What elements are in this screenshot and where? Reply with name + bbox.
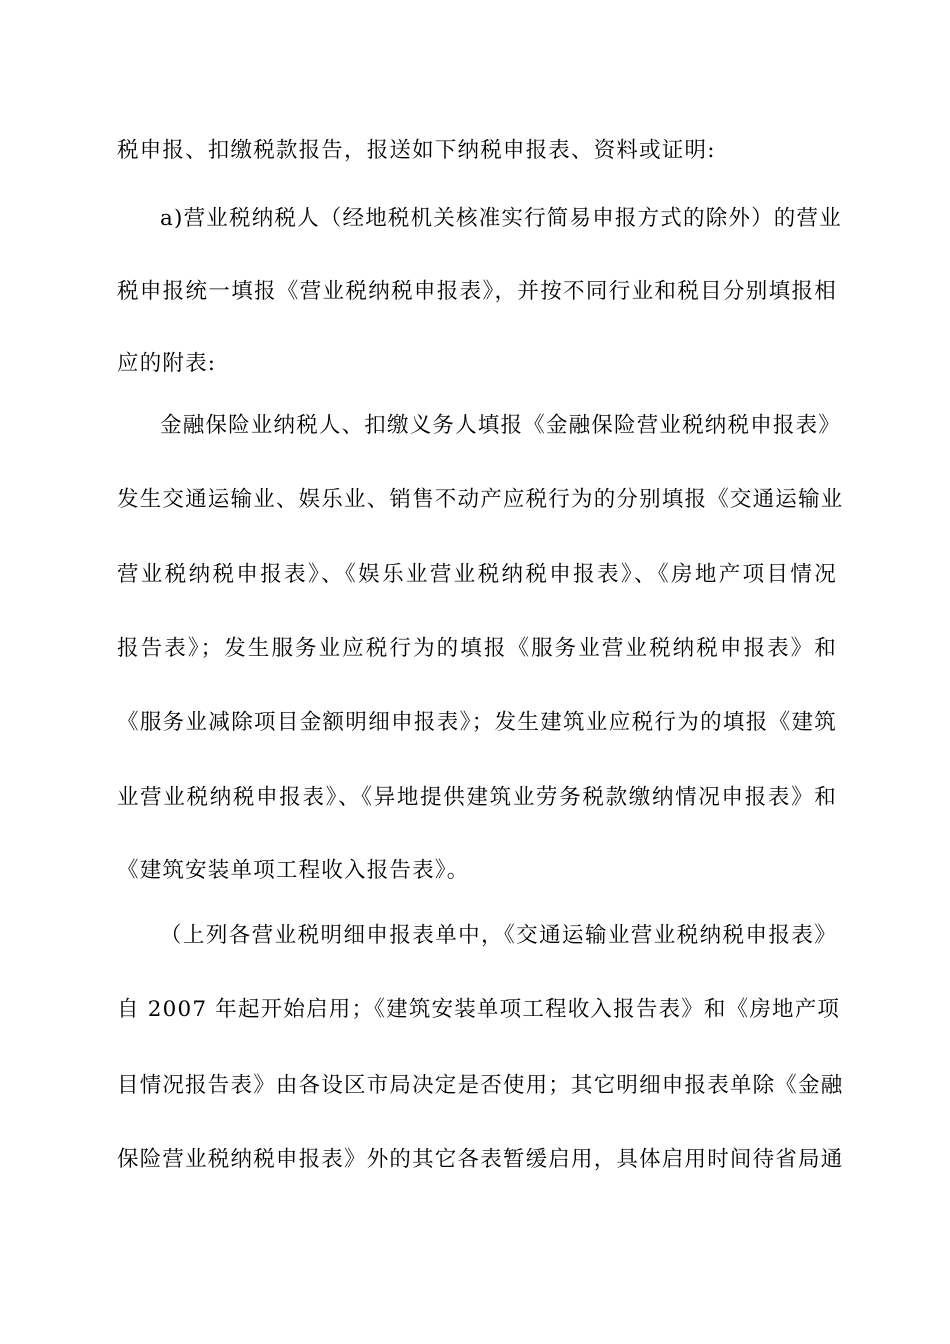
- text-line-1: 税申报、扣缴税款报告，报送如下纳税申报表、资料或证明:: [117, 138, 716, 163]
- text-line-14: 目情况报告表》由各设区市局决定是否使用；其它明细申报表单除《金融: [117, 1073, 844, 1098]
- text-line-4: 应的附表:: [117, 351, 217, 376]
- text-line-2: a)营业税纳税人（经地税机关核准实行简易申报方式的除外）的营业: [160, 206, 842, 231]
- text-line-9: 《服务业减除项目金额明细申报表》；发生建筑业应税行为的填报《建筑: [117, 710, 837, 735]
- text-line-5: 金融保险业纳税人、扣缴义务人填报《金融保险营业税纳税申报表》: [160, 413, 842, 438]
- text-line-3: 税申报统一填报《营业税纳税申报表》，并按不同行业和税目分别填报相: [117, 279, 837, 304]
- text-line-12: （上列各营业税明细申报表单中，《交通运输业营业税纳税申报表》: [160, 923, 837, 948]
- text-line-8: 报告表》；发生服务业应税行为的填报《服务业营业税纳税申报表》和: [117, 636, 837, 661]
- text-line-15: 保险营业税纳税申报表》外的其它各表暂缓启用，具体启用时间待省局通: [117, 1147, 844, 1172]
- text-line-7: 营业税纳税申报表》、《娱乐业营业税纳税申报表》、《房地产项目情况: [117, 562, 837, 587]
- text-line-10: 业营业税纳税申报表》、《异地提供建筑业劳务税款缴纳情况申报表》和: [117, 785, 837, 810]
- text-line-11: 《建筑安装单项工程收入报告表》。: [117, 858, 470, 883]
- text-line-6: 发生交通运输业、娱乐业、销售不动产应税行为的分别填报《交通运输业: [117, 487, 844, 512]
- text-line-13: 自 2007 年起开始启用；《建筑安装单项工程收入报告表》和《房地产项: [117, 997, 841, 1022]
